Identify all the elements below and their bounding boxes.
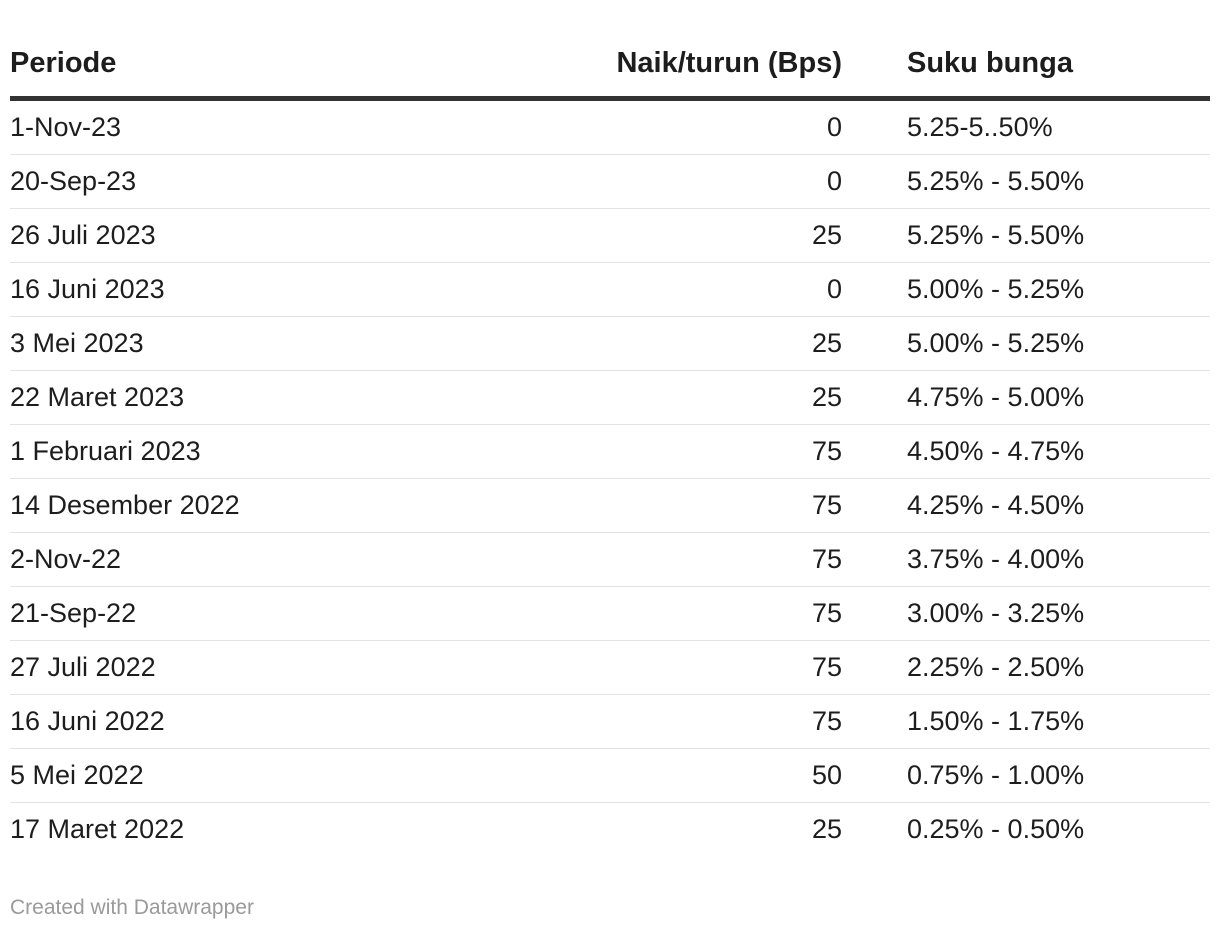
cell-suku-bunga: 5.00% - 5.25% [842, 263, 1210, 317]
cell-periode: 21-Sep-22 [10, 587, 590, 641]
table-row [10, 371, 1210, 425]
cell-periode: 27 Juli 2022 [10, 641, 590, 695]
header-row [10, 30, 1210, 99]
cell-naik-turun: 75 [590, 695, 842, 749]
cell-periode: 1 Februari 2023 [10, 425, 590, 479]
cell-periode: 2-Nov-22 [10, 533, 590, 587]
cell-periode: 16 Juni 2022 [10, 695, 590, 749]
datawrapper-credit[interactable]: Created with Datawrapper [10, 896, 254, 919]
cell-periode: 14 Desember 2022 [10, 479, 590, 533]
cell-periode: 20-Sep-23 [10, 155, 590, 209]
cell-periode: 22 Maret 2023 [10, 371, 590, 425]
cell-suku-bunga: 5.25-5..50% [842, 99, 1210, 155]
cell-naik-turun: 75 [590, 587, 842, 641]
cell-naik-turun: 75 [590, 479, 842, 533]
table-row [10, 533, 1210, 587]
cell-naik-turun: 75 [590, 641, 842, 695]
cell-naik-turun: 0 [590, 263, 842, 317]
table-row [10, 209, 1210, 263]
cell-suku-bunga: 2.25% - 2.50% [842, 641, 1210, 695]
table-row [10, 803, 1210, 857]
cell-periode: 1-Nov-23 [10, 99, 590, 155]
table-row [10, 749, 1210, 803]
cell-naik-turun: 75 [590, 425, 842, 479]
cell-periode: 5 Mei 2022 [10, 749, 590, 803]
cell-suku-bunga: 1.50% - 1.75% [842, 695, 1210, 749]
header-suku-bunga[interactable]: Suku bunga [842, 30, 1210, 99]
cell-periode: 3 Mei 2023 [10, 317, 590, 371]
cell-periode: 16 Juni 2023 [10, 263, 590, 317]
table-row [10, 263, 1210, 317]
cell-suku-bunga: 3.00% - 3.25% [842, 587, 1210, 641]
table-row [10, 155, 1210, 209]
cell-naik-turun: 25 [590, 317, 842, 371]
header-naik-turun[interactable]: Naik/turun (Bps) [590, 30, 842, 99]
cell-periode: 26 Juli 2023 [10, 209, 590, 263]
cell-suku-bunga: 4.25% - 4.50% [842, 479, 1210, 533]
table-row [10, 99, 1210, 155]
table-row [10, 587, 1210, 641]
cell-naik-turun: 0 [590, 99, 842, 155]
cell-naik-turun: 25 [811, 814, 842, 844]
cell-naik-turun: 75 [590, 533, 842, 587]
table-row [10, 317, 1210, 371]
table-body [10, 99, 1210, 857]
cell-suku-bunga: 5.00% - 5.25% [842, 317, 1210, 371]
table-row [10, 695, 1210, 749]
rate-table [10, 30, 1210, 856]
cell-suku-bunga: 4.75% - 5.00% [842, 371, 1210, 425]
table-header [10, 30, 1210, 99]
cell-suku-bunga: 0.75% - 1.00% [842, 749, 1210, 803]
table-row [10, 425, 1210, 479]
cell-naik-turun: 25 [590, 209, 842, 263]
cell-naik-turun: 50 [590, 749, 842, 803]
cell-naik-turun: 25 [590, 371, 842, 425]
cell-periode: 17 Maret 2022 [10, 814, 185, 844]
cell-suku-bunga: 3.75% - 4.00% [842, 533, 1210, 587]
table-row [10, 641, 1210, 695]
table-row [10, 479, 1210, 533]
header-periode[interactable]: Periode [10, 30, 590, 99]
cell-suku-bunga: 5.25% - 5.50% [842, 155, 1210, 209]
cell-suku-bunga: 0.25% - 0.50% [907, 814, 1085, 844]
cell-suku-bunga: 5.25% - 5.50% [842, 209, 1210, 263]
cell-naik-turun: 0 [590, 155, 842, 209]
cell-suku-bunga: 4.50% - 4.75% [842, 425, 1210, 479]
